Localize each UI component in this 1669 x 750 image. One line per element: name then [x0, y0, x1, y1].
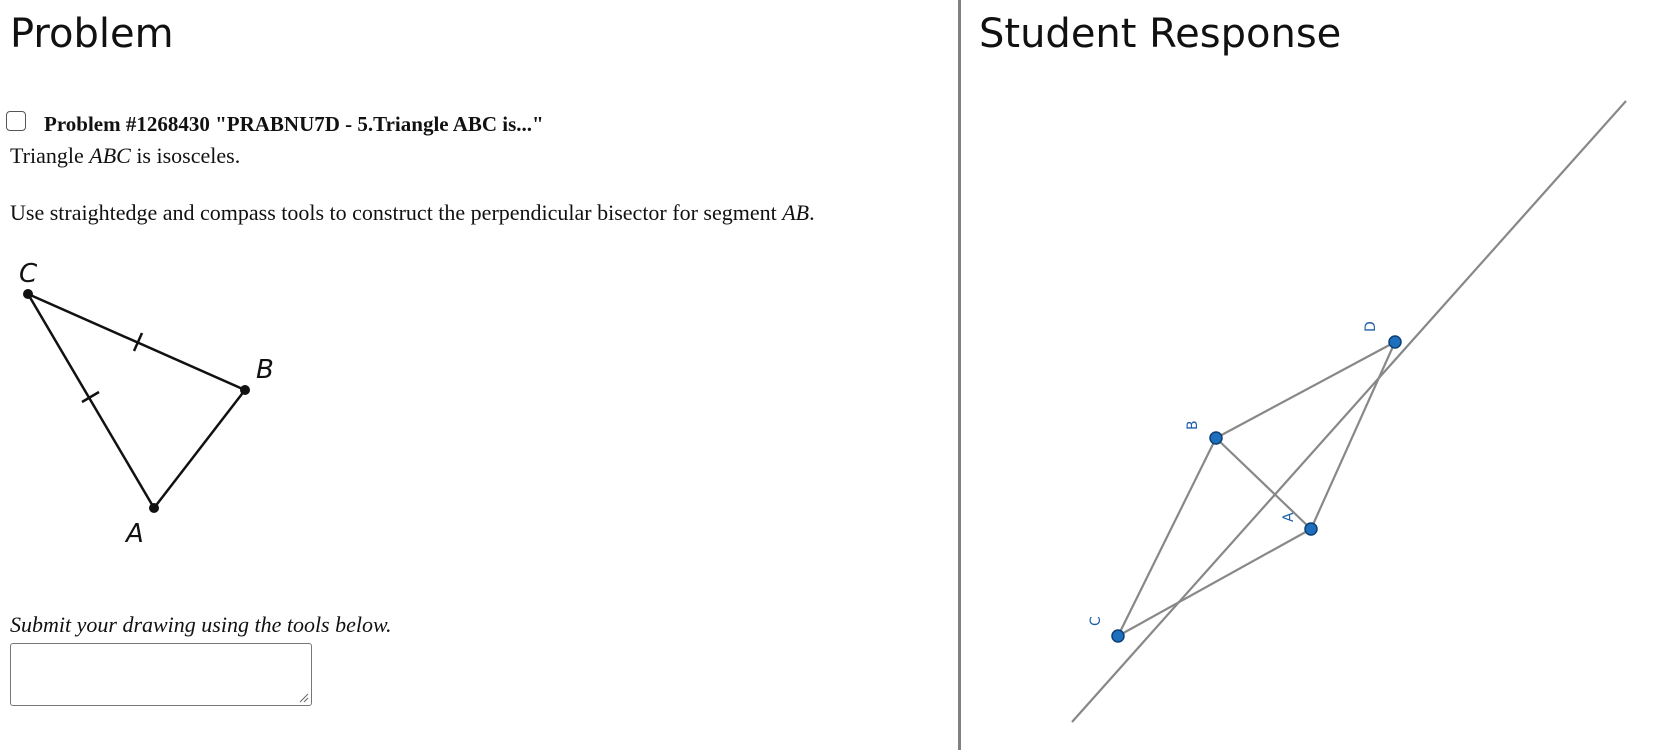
label-c: C: [19, 259, 38, 289]
perpendicular-bisector-line: [1072, 101, 1626, 722]
label-a: A: [126, 519, 144, 549]
triangle-figure: [10, 250, 290, 549]
vertex-b: [240, 385, 250, 395]
instruction-segment-name: AB: [782, 200, 810, 225]
construction-lines: [1072, 101, 1626, 722]
resize-grip-icon[interactable]: [299, 693, 309, 703]
vertex-c: [23, 289, 33, 299]
problem-statement: [10, 143, 240, 169]
segment-ab: [154, 390, 245, 508]
problem-heading: Problem: [10, 11, 174, 57]
statement-triangle-name: ABC: [89, 143, 131, 168]
point-a[interactable]: [1305, 523, 1317, 535]
label-b: B: [256, 355, 274, 385]
student-response-heading: Student Response: [979, 11, 1342, 57]
problem-instruction: [10, 200, 815, 226]
point-b[interactable]: [1210, 432, 1222, 444]
problem-header: [6, 108, 544, 136]
response-textarea[interactable]: [10, 643, 312, 706]
point-label-b: B: [1185, 420, 1201, 430]
segment-a-d: [1311, 342, 1395, 529]
point-label-d: D: [1363, 321, 1379, 332]
statement-prefix: Triangle: [10, 143, 90, 168]
student-response-pane: [961, 0, 1669, 750]
construction-canvas: [961, 0, 1669, 750]
instruction-suffix: .: [809, 200, 815, 225]
segment-a-c: [1118, 529, 1311, 636]
statement-suffix: is isosceles.: [130, 143, 241, 168]
segment-ca: [28, 294, 154, 508]
point-c[interactable]: [1112, 630, 1124, 642]
construction-points: [1112, 336, 1401, 642]
instruction-prefix: Use straightedge and compass tools to construct the perpendicular bisector for segment: [10, 200, 783, 225]
point-label-a: A: [1281, 512, 1297, 522]
problem-select-checkbox[interactable]: [6, 111, 26, 131]
problem-title: Problem #1268430 "PRABNU7D - 5.Triangle ABC is...": [44, 112, 544, 136]
point-label-c: C: [1088, 616, 1104, 626]
vertex-a: [149, 503, 159, 513]
segment-b-c: [1118, 438, 1216, 636]
point-d[interactable]: [1389, 336, 1401, 348]
submit-instruction: Submit your drawing using the tools below.: [10, 612, 392, 637]
segment-cb: [28, 294, 245, 390]
